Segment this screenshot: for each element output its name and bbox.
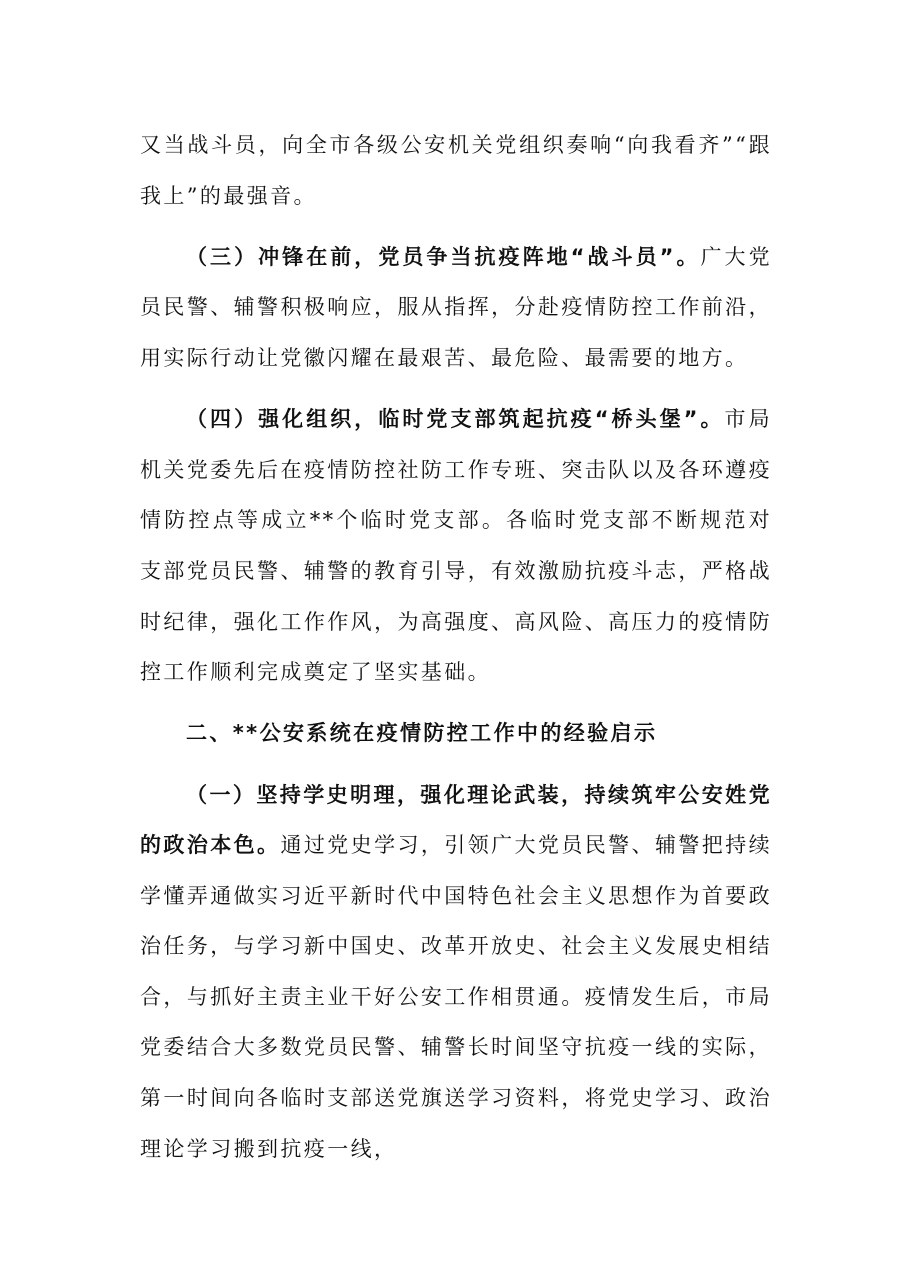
paragraph-section-one	[140, 770, 772, 1175]
document-body	[140, 120, 772, 1174]
section-one-heading: （一）坚持学史明理，强化理论武装，持续筑牢公安姓党的政治本色。	[140, 782, 772, 858]
paragraph-text: 又当战斗员，向全市各级公安机关党组织奏响“向我看齐”“跟我上”的最强音。	[140, 133, 772, 208]
chapter-two-heading	[140, 708, 772, 759]
paragraph-section-four	[140, 394, 772, 698]
section-three-heading: （三）冲锋在前，党员争当抗疫阵地“战斗员”。	[186, 244, 701, 269]
section-four-text: 市局机关党委先后在疫情防控社防工作专班、突击队以及各环遵疫情防控点等成立**个临时党支部。各临时党支部不断规范对支部党员民警、辅警的教育引导，有效激励抗疫斗志，严格战时纪律，强化工作作风，为高强度、高风险、高压力的疫情防控工作顺利完成奠定了坚实基础。	[140, 407, 772, 685]
paragraph-section-three	[140, 232, 772, 384]
chapter-two-title: 二、**公安系统在疫情防控工作中的经验启示	[186, 721, 658, 746]
paragraph-continuation	[140, 120, 772, 221]
section-four-heading: （四）强化组织，临时党支部筑起抗疫“桥头堡”。	[186, 407, 725, 432]
section-one-text: 通过党史学习，引领广大党员民警、辅警把持续学懂弄通做实习近平新时代中国特色社会主义思想作为首要政治任务，与学习新中国史、改革开放史、社会主义发展史相结合，与抓好主责主业干好公安工作相贯通。疫情发生后，市局党委结合大多数党员民警、辅警长时间坚守抗疫一线的实际，第一时间向各临时支部送党旗送学习资料，将党史学习、政治理论学习搬到抗疫一线，	[140, 833, 772, 1161]
section-three-text: 广大党员民警、辅警积极响应，服从指挥，分赴疫情防控工作前沿，用实际行动让党徽闪耀在最艰苦、最危险、最需要的地方。	[140, 244, 772, 370]
